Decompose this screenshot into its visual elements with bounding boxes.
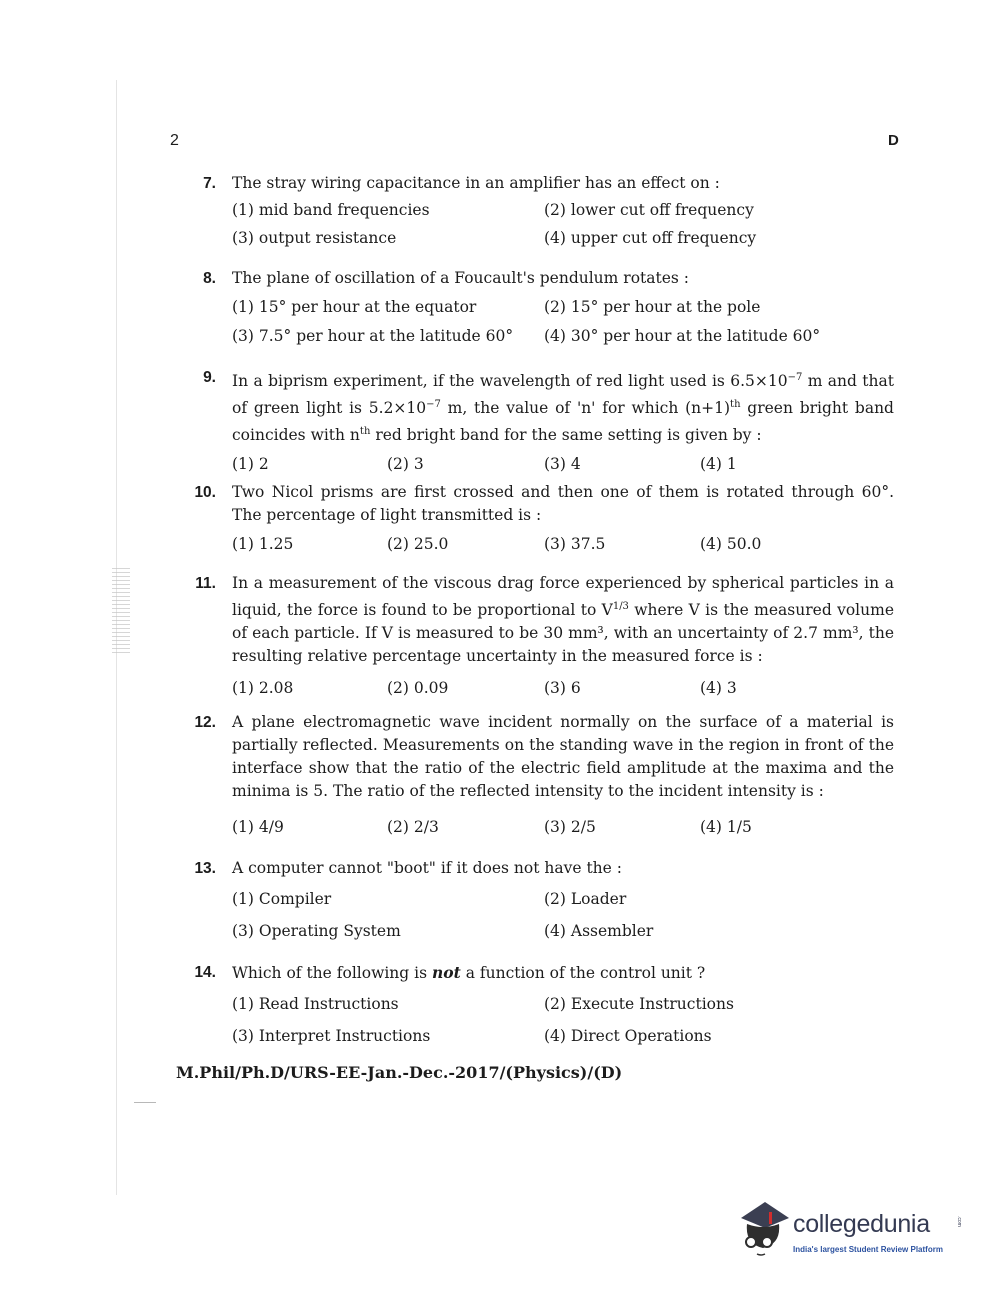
question-7 (188, 172, 894, 255)
option-1: (1) Compiler (232, 890, 332, 908)
question-text: The plane of oscillation of a Foucault's pendulum rotates : (232, 269, 690, 287)
options-list (232, 296, 894, 354)
brand-tagline: India's largest Student Review Platform (793, 1245, 943, 1254)
question-12 (188, 711, 894, 840)
question-number: 12. (194, 714, 216, 731)
option-4: (4) 1/5 (700, 818, 752, 836)
collegedunia-watermark (735, 1198, 965, 1270)
option-4: (4) upper cut off frequency (544, 229, 757, 247)
options-list (232, 533, 894, 557)
option-4: (4) Direct Operations (544, 1027, 712, 1045)
option-1: (1) Read Instructions (232, 995, 399, 1013)
option-2: (2) 0.09 (387, 679, 449, 698)
scan-edge-marks (112, 568, 130, 656)
option-3: (3) 37.5 (544, 535, 606, 553)
brand-domain: .com (956, 1216, 962, 1227)
paper-code-footer: M.Phil/Ph.D/URS-EE-Jan.-Dec.-2017/(Physics)/(D) (176, 1063, 623, 1082)
options-list (232, 888, 894, 948)
question-9 (188, 366, 894, 477)
option-1: (1) 1.25 (232, 535, 294, 553)
option-3: (3) 4 (544, 455, 581, 474)
option-2: (2) 25.0 (387, 535, 449, 553)
option-2: (2) 15° per hour at the pole (544, 298, 761, 316)
question-number: 13. (194, 860, 216, 877)
booklet-set-code: D (888, 132, 899, 149)
question-number: 9. (203, 369, 216, 386)
brand-name: collegedunia (793, 1210, 930, 1238)
question-14 (188, 961, 894, 1053)
question-text: A computer cannot "boot" if it does not have the : (232, 859, 622, 877)
mascot-logo-icon (735, 1198, 793, 1258)
question-text: Which of the following is not a function of the control unit ? (232, 963, 706, 982)
question-number: 8. (203, 270, 216, 287)
option-1: (1) 15° per hour at the equator (232, 298, 477, 316)
options-list (232, 677, 894, 701)
option-3: (3) Interpret Instructions (232, 1027, 431, 1045)
question-number: 11. (195, 575, 216, 592)
question-11 (188, 572, 894, 701)
question-number: 7. (203, 175, 216, 192)
question-8 (188, 267, 894, 354)
option-4: (4) 1 (700, 455, 737, 474)
options-list (232, 199, 894, 255)
question-text: The stray wiring capacitance in an amplifier has an effect on : (232, 174, 720, 192)
option-1: (1) mid band frequencies (232, 201, 430, 219)
scan-edge-dash (134, 1102, 156, 1103)
options-list (232, 993, 894, 1053)
option-4: (4) 50.0 (700, 535, 762, 553)
option-3: (3) 7.5° per hour at the latitude 60° (232, 327, 514, 345)
question-10 (188, 481, 894, 557)
question-text: In a measurement of the viscous drag force experienced by spherical particles in a liquid, the force is found to be proportional to $V^{1/3}$ where V is the measured volume of each particle. If V is measured to be 30 mm³, with an uncertainty of 2.7 mm³, the resulting relative percentage uncertainty in the measured force is : (232, 574, 894, 666)
option-3: (3) output resistance (232, 229, 397, 247)
option-2: (2) 3 (387, 455, 424, 474)
question-text: Two Nicol prisms are first crossed and then one of them is rotated through 60°. The percentage of light transmitted is : (232, 483, 894, 524)
option-1: (1) 4/9 (232, 818, 284, 836)
question-text: A plane electromagnetic wave incident normally on the surface of a material is partially reflected. Measurements on the standing wave in the region in front of the interface show that the ratio of the electric field amplitude at the maxima and the minima is 5. The ratio of the reflected intensity to the incident intensity is : (232, 713, 894, 800)
options-list (232, 453, 894, 477)
option-4: (4) 30° per hour at the latitude 60° (544, 327, 821, 345)
question-number: 10. (194, 484, 216, 501)
question-number: 14. (194, 964, 216, 981)
option-4: (4) 3 (700, 679, 737, 698)
option-3: (3) 6 (544, 679, 581, 698)
option-2: (2) lower cut off frequency (544, 201, 754, 219)
option-2: (2) Execute Instructions (544, 995, 734, 1013)
question-13 (188, 857, 894, 948)
page-number: 2 (170, 132, 179, 149)
option-1: (1) 2.08 (232, 679, 294, 698)
option-2: (2) Loader (544, 890, 627, 908)
option-3: (3) 2/5 (544, 818, 596, 836)
option-4: (4) Assembler (544, 922, 654, 940)
option-2: (2) 2/3 (387, 818, 439, 836)
question-text: In a biprism experiment, if the wavelength of red light used is $6.5\times 10^{-7}$ m and that of green light is $5.2\times 10^{-7}$ m, the value of 'n' for which $(n+1)^{th}$ green bright band coincides with $n^{th}$ red bright band for the same setting is given by : (232, 372, 894, 445)
option-1: (1) 2 (232, 455, 269, 474)
option-3: (3) Operating System (232, 922, 401, 940)
options-list (232, 816, 894, 840)
